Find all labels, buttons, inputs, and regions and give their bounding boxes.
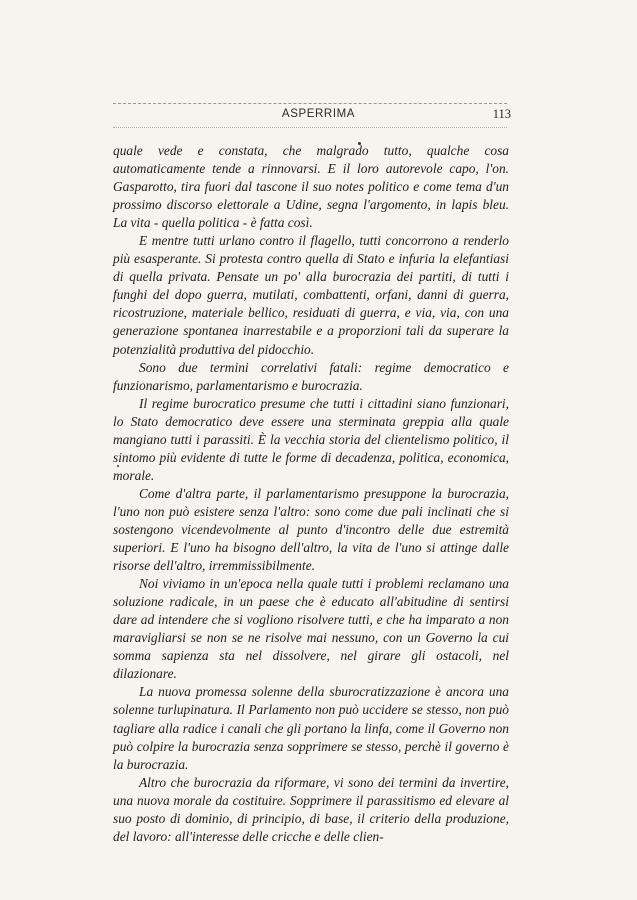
paragraph: Il regime burocratico presume che tutti i cittadini siano funzionari, lo Stato democratico deve essere una sterminata greppia alla quale mangiano tutti i parassiti. È la vecchia storia del clientelismo politico, il sintomo più evidente di tutte le forme di decadenza, politica, economica, morale.	[113, 395, 509, 483]
paragraph: Sono due termini correlativi fatali: regime democratico e funzionarismo, parlamentarismo e burocrazia.	[113, 359, 509, 393]
header-rule-top	[113, 103, 507, 104]
header-rule-bottom	[113, 127, 507, 128]
body-text	[113, 142, 509, 846]
running-title: ASPERRIMA	[281, 108, 356, 120]
paragraph: Come d'altra parte, il parlamentarismo presuppone la burocrazia, l'uno non può esistere senza l'altro: sono come due pali inclinati che si sostengono vicendevolmente al punto d'incontro delle due estremità superiori. E l'uno ha bisogno dell'altro, la vita de l'uno si attinge dalle risorse dell'altro, irremmissibilmente.	[113, 485, 509, 574]
paragraph: quale vede e constata, che malgrado tutto, qualche cosa automaticamente tende a rinnovarsi. E il loro autorevole capo, l'on. Gasparotto, tira fuori dal tascone il suo notes politico e come tema d'un prossimo discorso elettorale a Udine, segna l'argomento, in lapis bleu. La vita - quella politica - è fatta così.	[113, 143, 509, 231]
paragraph: Altro che burocrazia da riformare, vi sono dei termini da invertire, una nuova morale da costituire. Sopprimere il parassitismo ed elevare al suo posto di dominio, di principio, di base, il criterio della produzione, del lavoro: all'interesse delle cricche e delle clien-	[113, 774, 509, 844]
paragraph: E mentre tutti urlano contro il flagello, tutti concorrono a renderlo più esasperante. Si protesta contro quella di Stato e infuria la elefantiasi di quella privata. Pensate un po' alla burocrazia dei partiti, di tutti i funghi del dopo guerra, mutilati, combattenti, orfani, danni di guerra, ricostruzione, materiale bellico, residuati di guerra, e via, via, con una generazione spontanea inarrestabile e a proporzioni tali da superare la potenzialità produttiva del pidocchio.	[113, 233, 509, 357]
page-number: 113	[492, 107, 511, 121]
paragraph: La nuova promessa solenne della sburocratizzazione è ancora una solenne turlupinatura. Il Parlamento non può uccidere se stesso, non può tagliare alla radice i canali che gli portano la linfa, come il Governo non può colpire la burocrazia senza sopprimere se stesso, perchè il governo è la burocrazia.	[113, 684, 509, 772]
paragraph: Noi viviamo in un'epoca nella quale tutti i problemi reclamano una soluzione radicale, in un paese che è educato all'abitudine di sentirsi dare ad intendere che si vogliono risolvere tutti, e che ha imparato a non maravigliarsi se non se ne risolve mai nessuno, con un Governo la cui somma sapienza sta nel dissolvere, nel girare gli ostacoli, nel dilazionare.	[113, 576, 509, 682]
